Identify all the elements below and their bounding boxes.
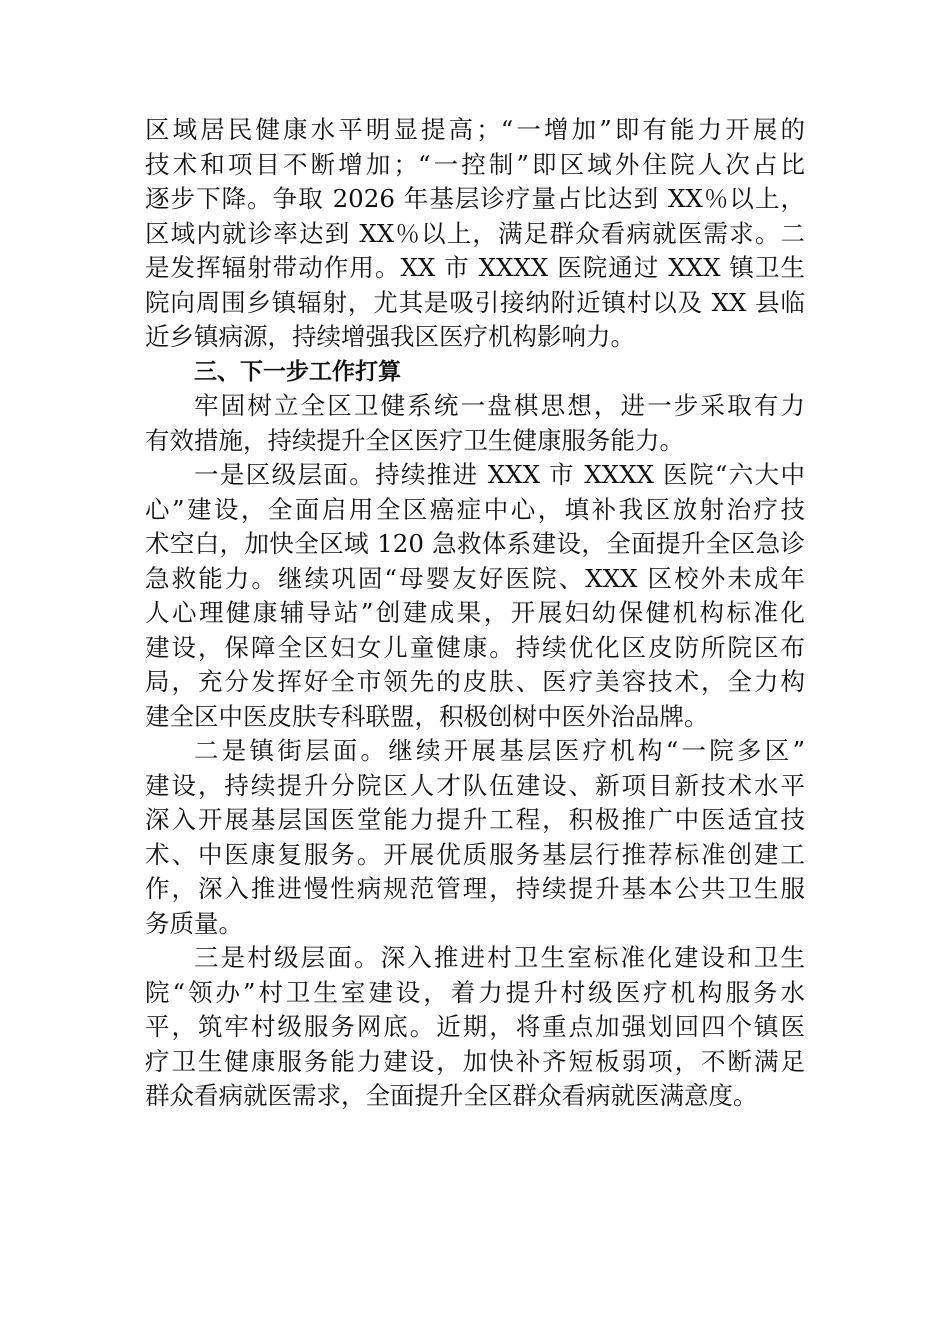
text-line: 务质量。 (145, 908, 243, 938)
section-heading: 三、下一步工作打算 (194, 358, 401, 385)
text-line: 心”建设，全面启用全区癌症中心，填补我区放射治疗技 (145, 494, 805, 524)
text-line: 平，筑牢村级服务网底。近期，将重点加强划回四个镇医 (145, 1012, 805, 1041)
text-line: 是发挥辐射带动作用。XX 市 XXXX 医院通过 XXX 镇卫生 (145, 253, 805, 282)
text-line: 逐步下降。争取 2026 年基层诊疗量占比达到 XX％以上， (145, 184, 805, 213)
text-line: 急救能力。继续巩固“母婴友好医院、XXX 区校外未成年 (145, 563, 805, 593)
text-line: 建设，持续提升分院区人才队伍建设、新项目新技术水平 (145, 770, 805, 800)
text-line: 区域内就诊率达到 XX％以上，满足群众看病就医需求。二 (145, 218, 805, 248)
text-line: 局，充分发挥好全市领先的皮肤、医疗美容技术，全力构 (145, 667, 805, 696)
text-line: 区域居民健康水平明显提高；“一增加”即有能力开展的 (145, 115, 805, 144)
text-line: 院向周围乡镇辐射，尤其是吸引接纳附近镇村以及 XX 县临 (145, 287, 805, 317)
text-line: 疗卫生健康服务能力建设，加快补齐短板弱项，不断满足 (145, 1046, 805, 1076)
text-line: 技术和项目不断增加；“一控制”即区域外住院人次占比 (145, 149, 805, 179)
text-line: 有效措施，持续提升全区医疗卫生健康服务能力。 (145, 425, 684, 455)
text-line: 术、中医康复服务。开展优质服务基层行推荐标准创建工 (145, 839, 805, 869)
text-line: 二是镇街层面。继续开展基层医疗机构“一院多区” (194, 736, 805, 765)
text-line: 建全区中医皮肤专科联盟，积极创树中医外治品牌。 (145, 701, 709, 731)
text-line: 作，深入推进慢性病规范管理，持续提升基本公共卫生服 (145, 874, 805, 903)
text-line: 群众看病就医需求，全面提升全区群众看病就医满意度。 (145, 1081, 758, 1110)
text-line: 牢固树立全区卫健系统一盘棋思想，进一步采取有力 (194, 391, 805, 420)
text-line: 人心理健康辅导站”创建成果，开展妇幼保健机构标准化 (145, 598, 805, 627)
text-line: 术空白，加快全区域 120 急救体系建设，全面提升全区急诊 (145, 529, 805, 558)
text-line: 深入开展基层国医堂能力提升工程，积极推广中医适宜技 (145, 805, 805, 834)
text-line: 三是村级层面。深入推进村卫生室标准化建设和卫生 (194, 943, 805, 972)
text-line: 近乡镇病源，持续增强我区医疗机构影响力。 (145, 322, 635, 351)
document-body (145, 113, 805, 1114)
text-line: 院“领办”村卫生室建设，着力提升村级医疗机构服务水 (145, 977, 805, 1007)
text-line: 一是区级层面。持续推进 XXX 市 XXXX 医院“六大中 (194, 460, 805, 489)
text-line: 建设，保障全区妇女儿童健康。持续优化区皮防所院区布 (145, 632, 805, 662)
